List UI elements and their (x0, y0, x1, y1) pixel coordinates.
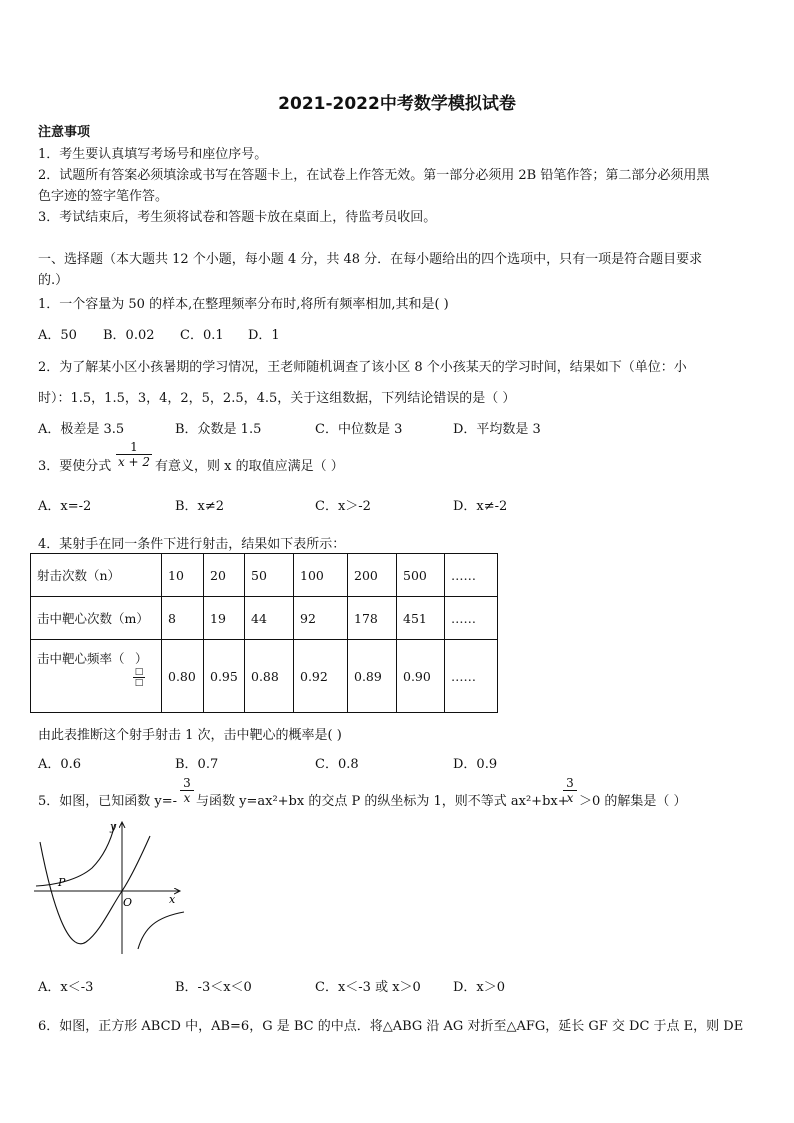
q3-fraction (116, 440, 152, 469)
q5-fraction-1 (180, 776, 194, 805)
table-cell: …… (445, 554, 498, 597)
table-cell: 0.89 (348, 640, 397, 713)
y-axis-label: y (110, 820, 117, 833)
q3-stem-pre: 3．要使分式 (38, 459, 112, 474)
point-p-label: P (58, 876, 66, 889)
q5-option-b: B．-3＜x＜0 (175, 980, 252, 995)
frequency-fraction (133, 667, 145, 688)
parabola-curve (40, 836, 150, 944)
q1-option-b: B．0.02 (103, 328, 155, 343)
q4-question: 由此表推断这个射手射击 1 次，击中靶心的概率是( ) (38, 728, 342, 743)
table-cell: 19 (204, 597, 245, 640)
section-heading-line2: 的.） (38, 273, 69, 288)
table-cell: 500 (397, 554, 445, 597)
q2-option-d: D．平均数是 3 (453, 422, 541, 437)
table-cell: 10 (162, 554, 204, 597)
q3-option-d: D．x≠-2 (453, 499, 508, 514)
q5-option-d: D．x＞0 (453, 980, 506, 995)
q4-option-c: C．0.8 (315, 757, 359, 772)
table-cell: 8 (162, 597, 204, 640)
q5-fraction-2-numerator: 3 (566, 776, 574, 790)
q2-option-c: C．中位数是 3 (315, 422, 403, 437)
table-cell: 100 (294, 554, 348, 597)
q3-fraction-numerator: 1 (130, 440, 138, 454)
frequency-fraction-denominator: □ (134, 678, 144, 688)
table-cell: 0.90 (397, 640, 445, 713)
q1-option-a: A．50 (38, 328, 77, 343)
hyperbola-right-branch (138, 912, 184, 949)
notice-item-1: 1．考生要认真填写考场号和座位序号。 (38, 147, 268, 162)
q2-option-b: B．众数是 1.5 (175, 422, 262, 437)
q4-stem: 4．某射手在同一条件下进行射击，结果如下表所示： (38, 537, 346, 552)
notice-item-2-cont: 色字迹的签字笔作答。 (38, 189, 169, 204)
notice-item-3: 3．考试结束后，考生须将试卷和答题卡放在桌面上，待监考员收回。 (38, 210, 437, 225)
q5-fraction-1-numerator: 3 (183, 776, 191, 790)
table-cell: 200 (348, 554, 397, 597)
table-cell: 44 (245, 597, 294, 640)
q1-option-d: D．1 (248, 328, 280, 343)
q5-fraction-2-denominator: x (563, 790, 577, 805)
table-row-header: 击中靶心次数（m） (31, 597, 162, 640)
table-row-header: 射击次数（n） (31, 554, 162, 597)
q5-stem-post: ＞0 的解集是（ ） (579, 794, 687, 809)
q3-option-b: B．x≠2 (175, 499, 225, 514)
q3-option-a: A．x=-2 (38, 499, 92, 514)
q5-fraction-1-denominator: x (180, 790, 194, 805)
table-row (31, 554, 498, 597)
q5-option-c: C．x＜-3 或 x＞0 (315, 980, 421, 995)
table-cell: …… (445, 597, 498, 640)
table-cell: 50 (245, 554, 294, 597)
table-cell: 451 (397, 597, 445, 640)
q2-stem-line1: 2．为了解某小区小孩暑期的学习情况，王老师随机调查了该小区 8 个小孩某天的学习时间，结果如下（单位：小 (38, 360, 687, 375)
q5-function-graph (30, 814, 190, 962)
q4-option-b: B．0.7 (175, 757, 219, 772)
table-cell: 20 (204, 554, 245, 597)
q2-option-a: A．极差是 3.5 (38, 422, 125, 437)
q1-stem: 1．一个容量为 50 的样本,在整理频率分布时,将所有频率相加,其和是( ) (38, 297, 449, 312)
x-axis-label: x (169, 893, 176, 906)
q4-option-a: A．0.6 (38, 757, 82, 772)
q5-option-a: A．x＜-3 (38, 980, 94, 995)
table-row (31, 640, 498, 713)
table-cell: 92 (294, 597, 348, 640)
q3-fraction-denominator: x + 2 (117, 455, 151, 469)
frequency-fraction-numerator: □ (134, 667, 144, 677)
q3-option-c: C．x＞-2 (315, 499, 371, 514)
q5-fraction-2 (563, 776, 577, 805)
frequency-label-close: ） (135, 651, 148, 666)
q4-option-d: D．0.9 (453, 757, 498, 772)
q2-stem-line2: 时）：1.5，1.5，3，4，2，5，2.5，4.5，关于这组数据，下列结论错误的是（ ） (38, 391, 516, 406)
table-cell: 178 (348, 597, 397, 640)
table-cell: 0.92 (294, 640, 348, 713)
q1-option-c: C．0.1 (180, 328, 224, 343)
q5-stem-pre: 5．如图，已知函数 y=- (38, 794, 178, 809)
q6-stem-line1: 6．如图，正方形 ABCD 中，AB=6，G 是 BC 的中点．将△ABG 沿 AG 对折至△AFG，延长 GF 交 DC 于点 E，则 DE (38, 1019, 744, 1034)
table-cell: …… (445, 640, 498, 713)
frequency-label: 击中靶心频率（ (37, 651, 125, 666)
notice-heading: 注意事项 (38, 125, 91, 140)
q5-stem-mid: 与函数 y=ax²+bx 的交点 P 的纵坐标为 1，则不等式 ax²+bx+ (196, 794, 569, 809)
shooting-results-table (30, 553, 498, 713)
table-cell: 0.88 (245, 640, 294, 713)
q3-stem-post: 有意义，则 x 的取值应满足（ ） (155, 459, 344, 474)
table-row-header (31, 640, 162, 713)
table-row (31, 597, 498, 640)
table-cell: 0.80 (162, 640, 204, 713)
table-cell: 0.95 (204, 640, 245, 713)
origin-label: O (123, 896, 133, 909)
section-heading-line1: 一、选择题（本大题共 12 个小题，每小题 4 分，共 48 分．在每小题给出的四个选项中，只有一项是符合题目要求 (38, 252, 703, 267)
notice-item-2: 2．试题所有答案必须填涂或书写在答题卡上，在试卷上作答无效。第一部分必须用 2B 铅笔作答；第二部分必须用黑 (38, 168, 710, 183)
page-title: 2021-2022中考数学模拟试卷 (278, 94, 516, 114)
